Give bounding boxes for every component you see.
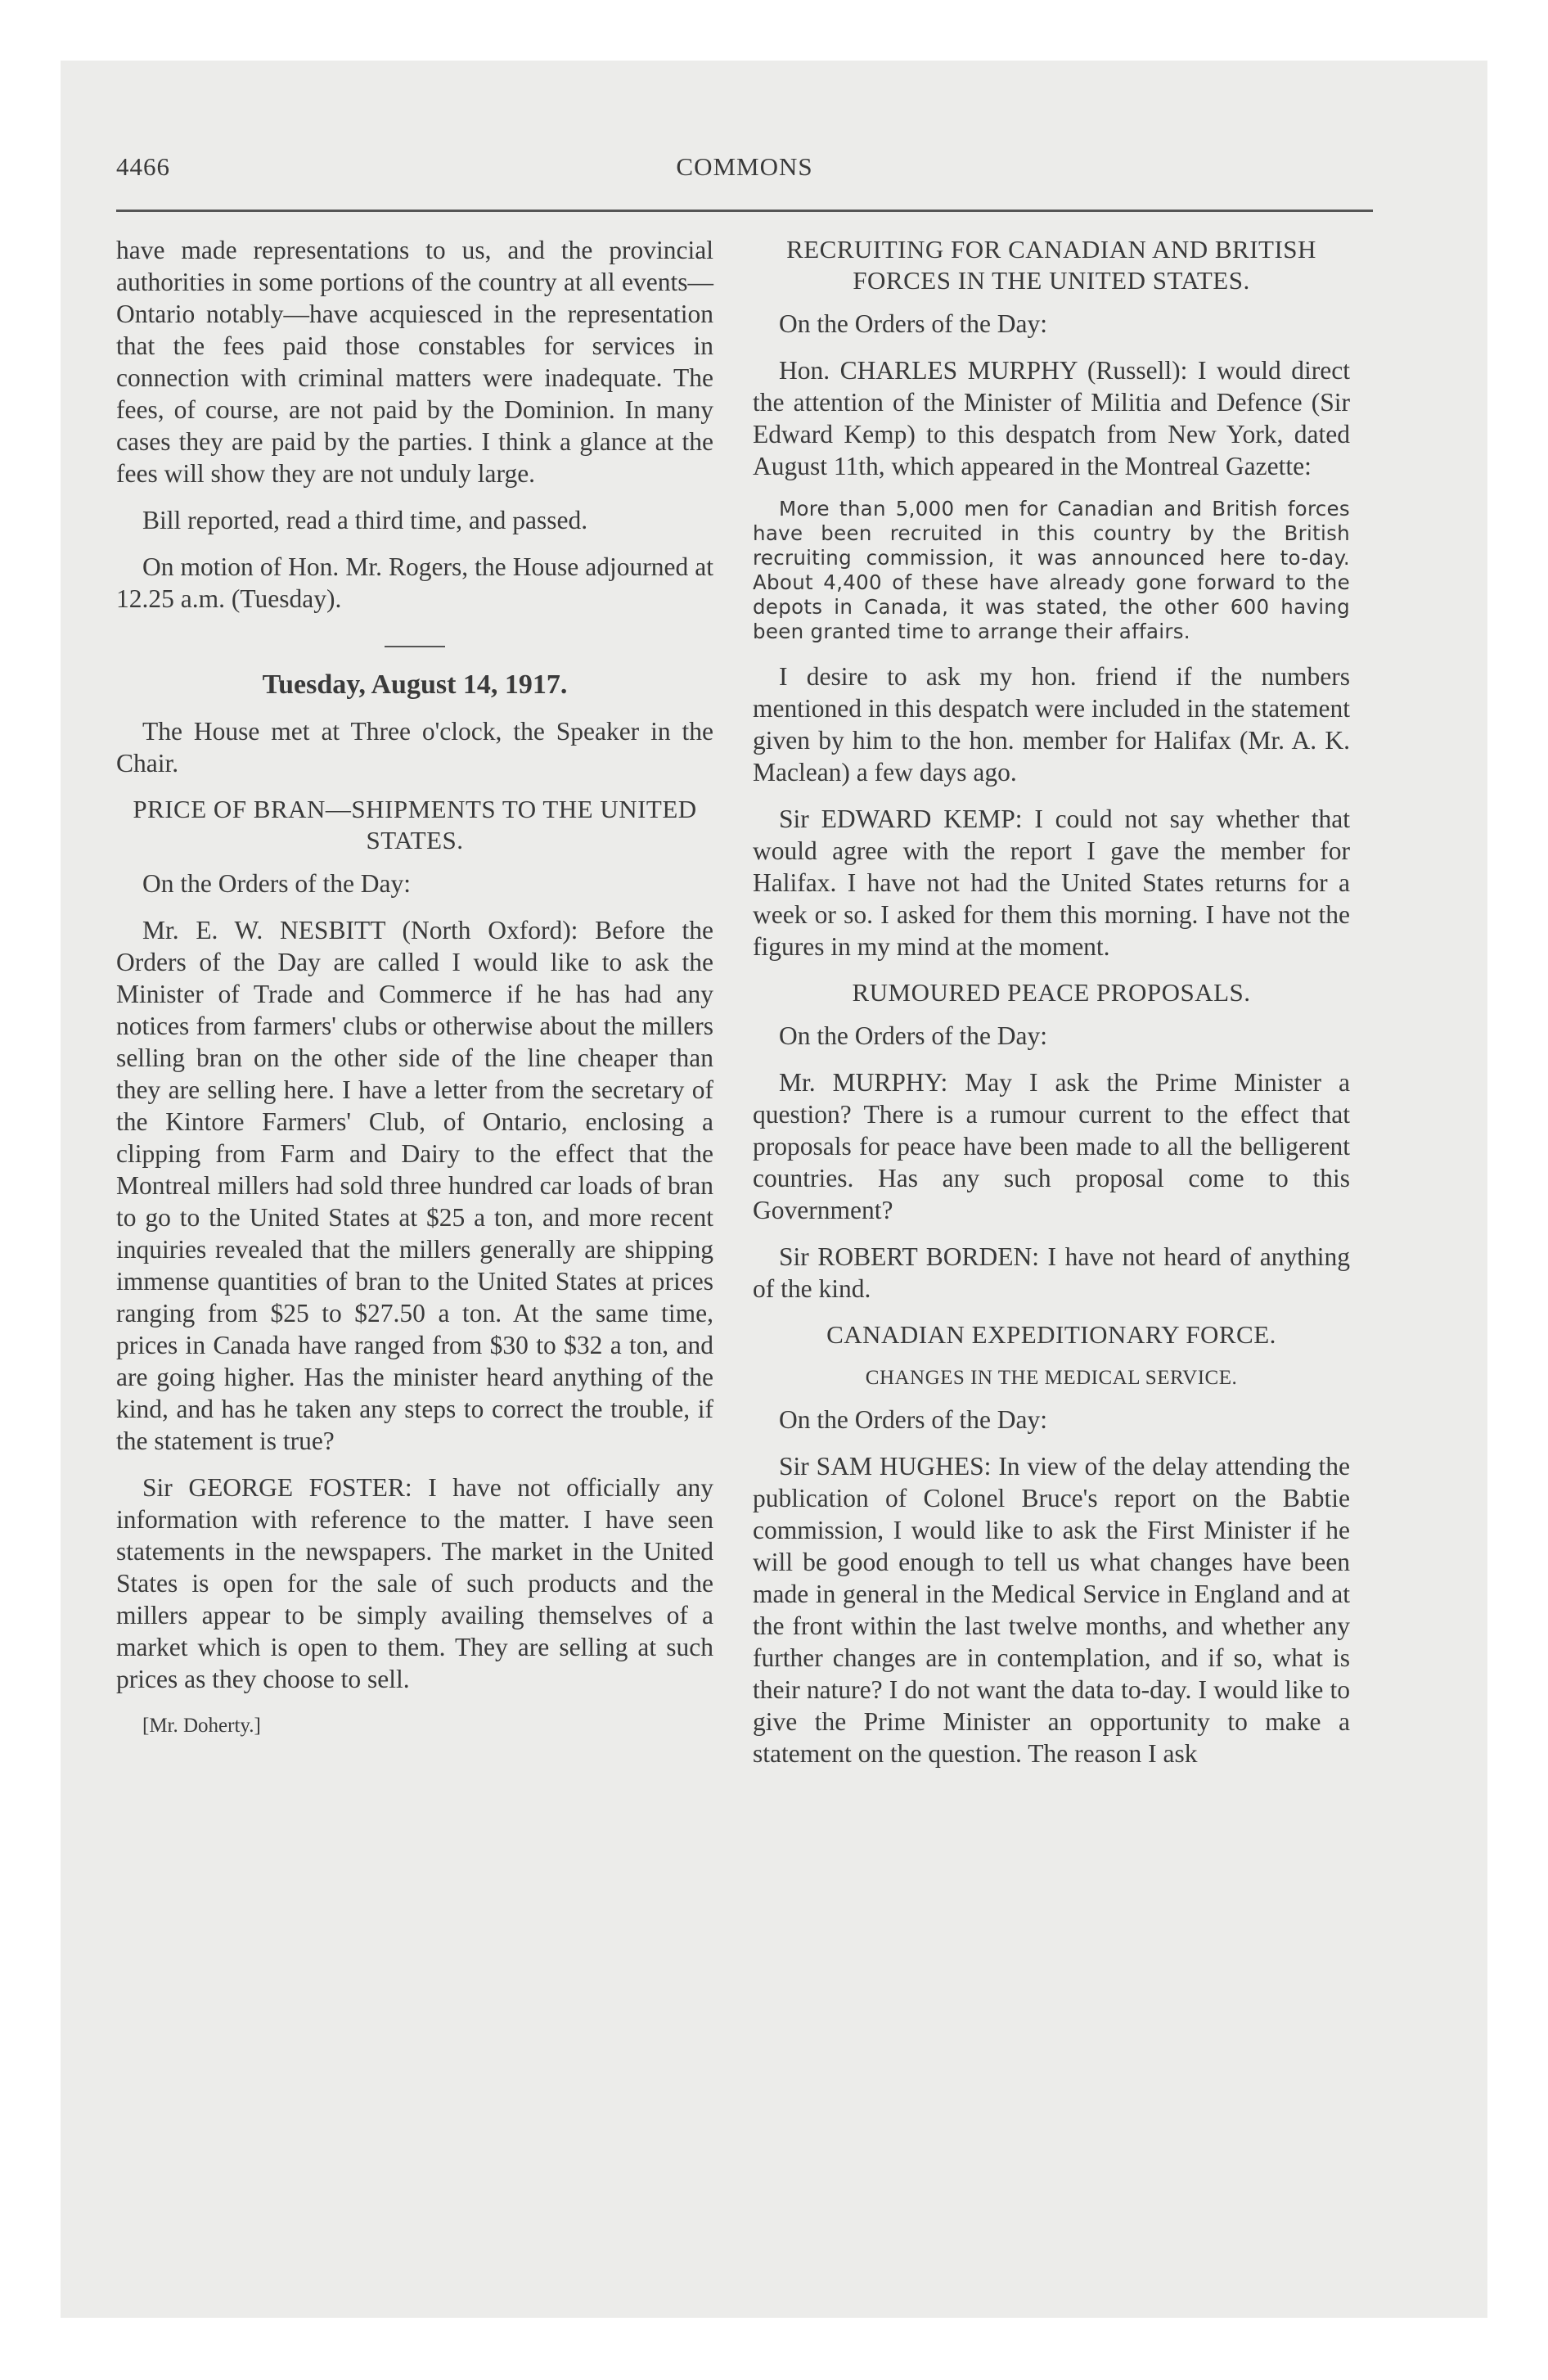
subheading-medical: CHANGES IN THE MEDICAL SERVICE. — [865, 1367, 1238, 1389]
paragraph: Sir GEORGE FOSTER: I have not officially any information with reference to the matter. I have seen statements in the newspapers. The market in the United States is open for the sale of such products and the millers appear to be simply availing themselves of a market which is open to them. They are selling at such prices as they choose to sell. — [116, 1473, 713, 1693]
page-number: 4466 — [116, 152, 170, 181]
running-head — [116, 146, 1373, 188]
page-header-title: COMMONS — [676, 152, 813, 181]
paragraph: Sir SAM HUGHES: In view of the delay attending the publication of Colonel Bruce's report on the Babtie commission, I would like to ask the First Minister if he will be good enough to tell us what changes have been made in general in the Medical Service in England and at the front within the last twelve months, and whether any further changes are in contemplation, and if so, what is their nature? I do not want the data to-day. I would like to give the Prime Minister an opportunity to make a statement on the question. The reason I ask — [753, 1452, 1350, 1768]
orders-of-the-day: On the Orders of the Day: — [779, 1021, 1048, 1050]
quoted-despatch: More than 5,000 men for Canadian and British forces have been recruited in this country by the British recruiting commission, it was announced here to-day. About 4,400 of these have already gone forward to the depots in Canada, it was stated, the other 600 having been granted time to arrange their affairs. — [753, 497, 1350, 643]
orders-of-the-day: On the Orders of the Day: — [779, 1405, 1048, 1434]
header-rule — [116, 210, 1373, 212]
paragraph: Sir ROBERT BORDEN: I have not heard of anything of the kind. — [753, 1242, 1350, 1303]
orders-of-the-day: On the Orders of the Day: — [779, 309, 1048, 338]
paragraph: On motion of Hon. Mr. Rogers, the House adjourned at 12.25 a.m. (Tuesday). — [116, 552, 713, 613]
section-divider — [385, 646, 445, 647]
orders-of-the-day: On the Orders of the Day: — [142, 869, 412, 898]
left-column — [116, 234, 713, 1742]
paragraph: Mr. E. W. NESBITT (North Oxford): Before the Orders of the Day are called I would like to ask the Minister of Trade and Commerce if he has had any notices from farmers' clubs or otherwise about the millers selling bran on the other side of the line cheaper than they are selling here. I have a letter from the secretary of the Kintore Farmers' Club, of Ontario, enclosing a clipping from Farm and Dairy to the effect that the Montreal millers had sold three hundred car loads of bran to go to the United States at $25 a ton, and more recent inquiries revealed that the millers generally are shipping immense quantities of bran to the United States at prices ranging from $25 to $27.50 a ton. At the same time, prices in Canada have ranged from $30 to $32 a ton, and are going higher. Has the minister heard anything of the kind, and has he taken any steps to correct the trouble, if the statement is true? — [116, 916, 713, 1455]
section-heading-bran: PRICE OF BRAN—SHIPMENTS TO THE UNITED STATES. — [133, 795, 697, 854]
paragraph: Mr. MURPHY: May I ask the Prime Minister a question? There is a rumour current to the effect that proposals for peace have been made to all the belligerent countries. Has any such proposal come to this Government? — [753, 1068, 1350, 1224]
paragraph: Bill reported, read a third time, and passed. — [142, 506, 588, 534]
paragraph: Sir EDWARD KEMP: I could not say whether that would agree with the report I gave the member for Halifax. I have not had the United States returns for a week or so. I asked for them this morning. I have not the figures in my mind at the moment. — [753, 805, 1350, 961]
paragraph: Hon. CHARLES MURPHY (Russell): I would direct the attention of the Minister of Militia and Defence (Sir Edward Kemp) to this despatch from New York, dated August 11th, which appeared in the Montreal Gazette: — [753, 356, 1350, 480]
paragraph: The House met at Three o'clock, the Speaker in the Chair. — [116, 717, 713, 778]
paragraph: I desire to ask my hon. friend if the numbers mentioned in this despatch were included in the statement given by him to the hon. member for Halifax (Mr. A. K. Maclean) a few days ago. — [753, 662, 1350, 787]
speaker-note: [Mr. Doherty.] — [142, 1715, 261, 1737]
section-heading-recruiting: RECRUITING FOR CANADIAN AND BRITISH FORCES IN THE UNITED STATES. — [786, 235, 1316, 295]
section-heading-cef: CANADIAN EXPEDITIONARY FORCE. — [826, 1320, 1276, 1349]
date-heading: Tuesday, August 14, 1917. — [262, 669, 568, 700]
paragraph: have made representations to us, and the provincial authorities in some portions of the country at all events—Ontario notably—have acquiesced in the representation that the fees paid those constables for services in connection with criminal matters were inadequate. The fees, of course, are not paid by the Dominion. In many cases they are paid by the parties. I think a glance at the fees will show they are not unduly large. — [116, 236, 713, 488]
section-heading-peace: RUMOURED PEACE PROPOSALS. — [852, 978, 1251, 1007]
right-column — [753, 234, 1350, 1784]
